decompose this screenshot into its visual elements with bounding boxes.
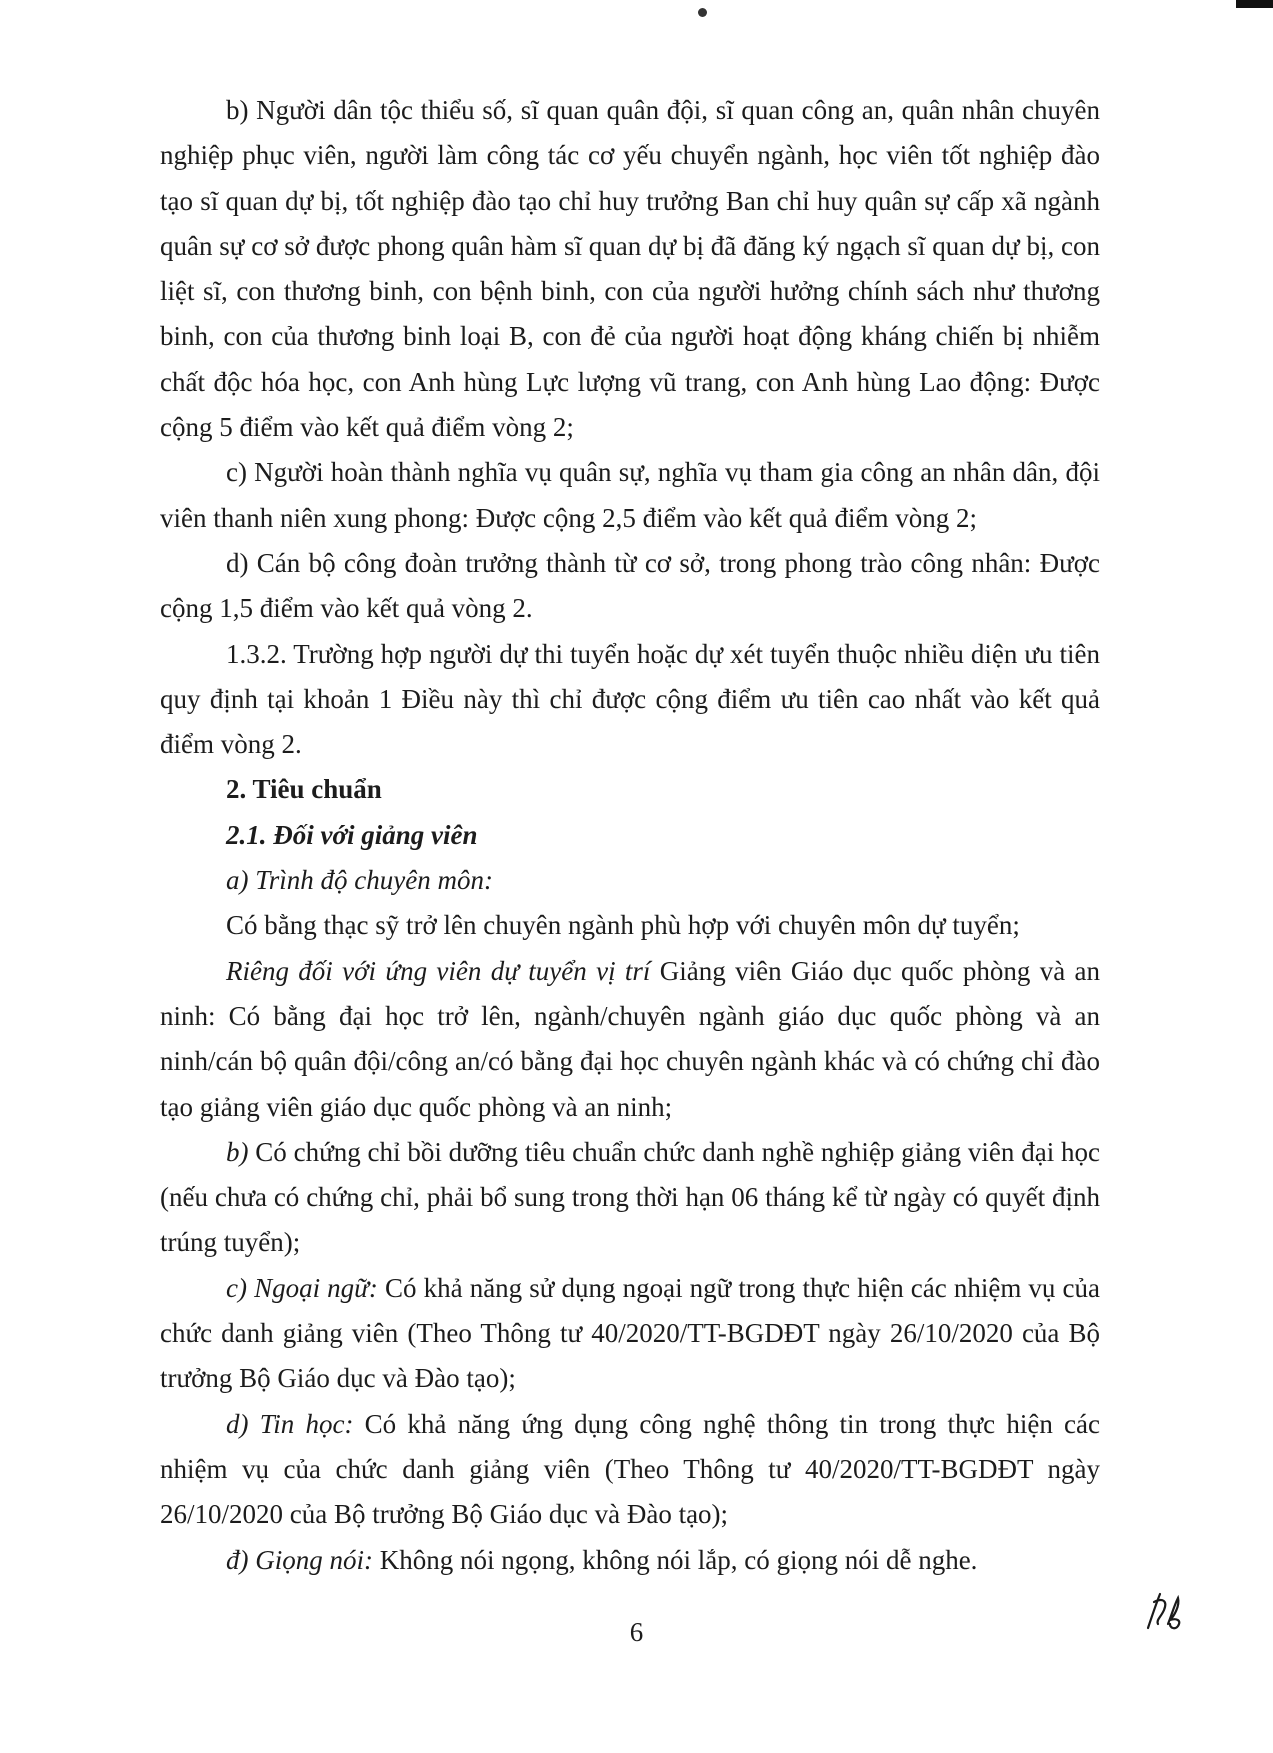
page-number: 6 xyxy=(629,1617,644,1647)
handwritten-initial-mark xyxy=(1134,1590,1192,1634)
special-case-text: Giảng viên Giáo dục quốc phòng và an ninh: Có bằng đại học trở lên, ngành/chuyên ngành giáo dục quốc phòng và an ninh/cán bộ quân đội/công an/có bằng đại học chuyên ngành khác và có chứng chỉ đào tạo giảng viên giáo dục quốc phòng và an ninh; xyxy=(160,955,1100,1122)
item-informatics xyxy=(160,1402,1100,1538)
item-text: Có khả năng ứng dụng công nghệ thông tin trong thực hiện các nhiệm vụ của chức danh giảng viên (Theo Thông tư 40/2020/TT-BGDĐT ngày 26/10/2020 của Bộ trưởng Bộ Giáo dục và Đào tạo); xyxy=(160,1408,1100,1530)
paragraph-priority-c: c) Người hoàn thành nghĩa vụ quân sự, nghĩa vụ tham gia công an nhân dân, đội viên thanh niên xung phong: Được cộng 2,5 điểm vào kết quả điểm vòng 2; xyxy=(160,457,1100,533)
item-voice xyxy=(160,1538,1100,1583)
item-text: Có chứng chỉ bồi dưỡng tiêu chuẩn chức danh nghề nghiệp giảng viên đại học (nếu chưa có chứng chỉ, phải bổ sung trong thời hạn 06 tháng kể từ ngày có quyết định trúng tuyển); xyxy=(160,1136,1100,1258)
document-body xyxy=(160,88,1100,1583)
scan-speck xyxy=(698,8,707,17)
paragraph-1-3-2: 1.3.2. Trường hợp người dự thi tuyển hoặc dự xét tuyển thuộc nhiều diện ưu tiên quy định tại khoản 1 Điều này thì chỉ được cộng điểm ưu tiên cao nhất vào kết quả điểm vòng 2. xyxy=(160,638,1100,760)
item-foreign-language xyxy=(160,1266,1100,1402)
item-text: Có khả năng sử dụng ngoại ngữ trong thực hiện các nhiệm vụ của chức danh giảng viên (Theo Thông tư 40/2020/TT-BGDĐT ngày 26/10/2020 của Bộ trưởng Bộ Giáo dục và Đào tạo); xyxy=(160,1272,1100,1394)
item-text: Không nói ngọng, không nói lắp, có giọng nói dễ nghe. xyxy=(372,1544,978,1575)
scan-corner-mark xyxy=(1236,0,1273,8)
paragraph-priority-d: d) Cán bộ công đoàn trưởng thành từ cơ sở, trong phong trào công nhân: Được cộng 1,5 điểm vào kết quả vòng 2. xyxy=(160,547,1100,624)
item-certificate xyxy=(160,1130,1100,1266)
item-label: c) Ngoại ngữ: xyxy=(226,1272,378,1303)
item-label: b) xyxy=(226,1136,249,1167)
subsection-heading: 2.1. Đối với giảng viên xyxy=(226,819,478,850)
qualification-heading: a) Trình độ chuyên môn: xyxy=(226,865,493,896)
item-label: d) Tin học: xyxy=(226,1408,354,1439)
paragraph-priority-b: b) Người dân tộc thiểu số, sĩ quan quân đội, sĩ quan công an, quân nhân chuyên nghiệp phục viên, người làm công tác cơ yếu chuyển ngành, học viên tốt nghiệp đào tạo sĩ quan dự bị, tốt nghiệp đào tạo chỉ huy trưởng Ban chỉ huy quân sự cấp xã ngành quân sự cơ sở được phong quân hàm sĩ quan dự bị đã đăng ký ngạch sĩ quan dự bị, con liệt sĩ, con thương binh, con bệnh binh, con của người hưởng chính sách như thương binh, con của thương binh loại B, con đẻ của người hoạt động kháng chiến bị nhiễm chất độc hóa học, con Anh hùng Lực lượng vũ trang, con Anh hùng Lao động: Được cộng 5 điểm vào kết quả điểm vòng 2; xyxy=(160,95,1100,443)
qualification-text: Có bằng thạc sỹ trở lên chuyên ngành phù hợp với chuyên môn dự tuyển; xyxy=(226,910,1020,941)
special-case-lead: Riêng đối với ứng viên dự tuyển vị trí xyxy=(226,955,651,986)
section-heading: 2. Tiêu chuẩn xyxy=(226,774,382,805)
item-label: đ) Giọng nói: xyxy=(226,1544,373,1575)
special-case-paragraph xyxy=(160,949,1100,1130)
